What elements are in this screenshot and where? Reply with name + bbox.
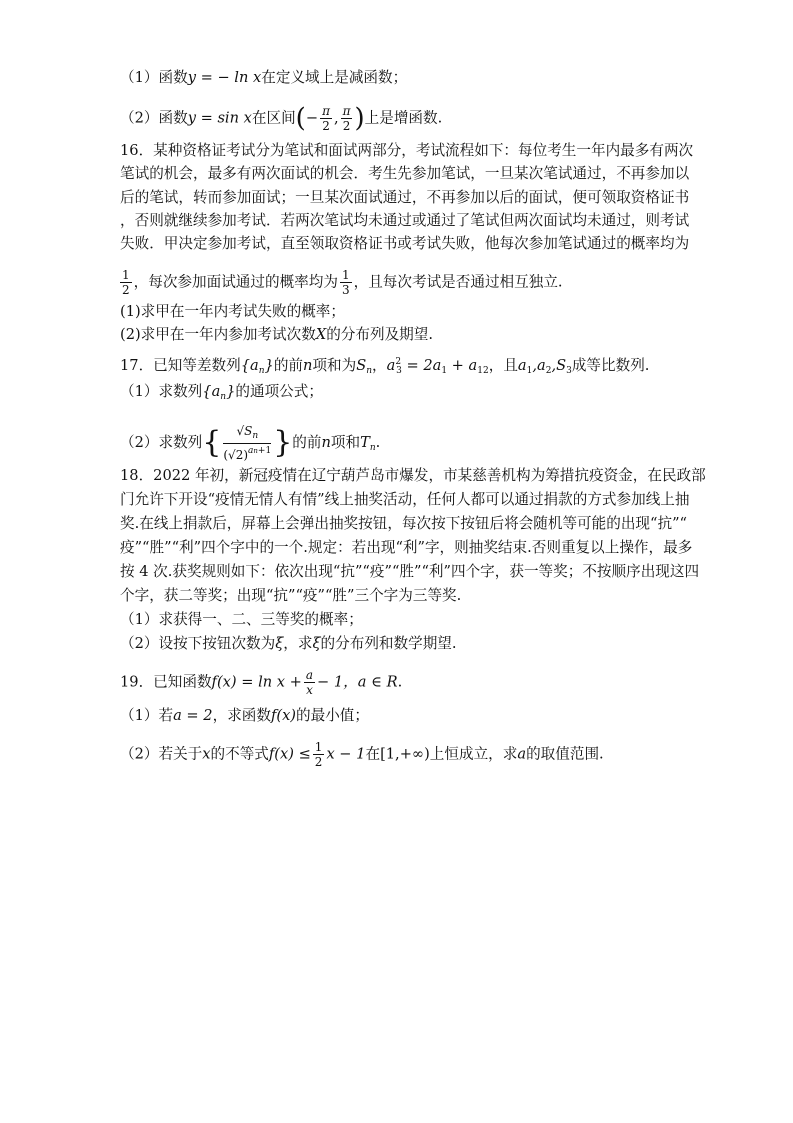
denominator: 2	[122, 283, 130, 297]
interval-open-paren: (	[295, 103, 306, 134]
subscript: 1	[526, 366, 533, 376]
numerator: π	[342, 104, 351, 118]
set-open-brace: {	[202, 425, 222, 460]
q15-part2	[120, 104, 442, 133]
superscript: 2	[395, 357, 402, 367]
q19-sub2	[120, 740, 604, 769]
variable: n	[321, 434, 331, 451]
variable: ξ	[312, 635, 321, 652]
text: ，求	[283, 635, 313, 652]
text: (2)求甲在一年内参加考试次数	[120, 326, 316, 343]
part-label: （1）	[120, 707, 159, 724]
q18-line3: 奖.在线上捐款后，屏幕上会弹出抽奖按钮，每次按下按钮后将会随机等可能的出现“抗”“	[120, 515, 687, 532]
q16-sub1: (1)求甲在一年内考试失败的概率；	[120, 303, 345, 320]
formula: = 2a	[401, 357, 442, 374]
subscript: 2	[545, 366, 552, 376]
part-label: （1）	[120, 383, 159, 400]
formula: f(x)	[270, 707, 297, 724]
text: 的分布列及期望.	[326, 326, 433, 343]
fraction-a-over-x	[304, 668, 315, 697]
q19-line1	[120, 668, 402, 697]
text: 上恒成立，求	[429, 745, 518, 763]
formula: − 1，	[317, 673, 358, 691]
variable: a	[517, 745, 527, 763]
text: 项和为	[312, 357, 357, 374]
numerator: 1	[314, 740, 323, 754]
numerator: 1	[341, 268, 350, 282]
fraction-pi-over-2	[341, 104, 353, 133]
superscript: n	[253, 447, 258, 455]
q17-line1	[120, 352, 649, 381]
text: 若关于	[158, 745, 203, 763]
brace: }	[264, 357, 274, 374]
q16-line4: ，否则就继续参加考试．若两次笔试均未通过或通过了笔试但两次面试均未通过，则考试	[120, 212, 690, 229]
text: 在定义域上是减函数；	[261, 69, 408, 86]
q17-sub1	[120, 382, 323, 407]
sequence: {a	[202, 383, 221, 400]
part-label: （2）	[120, 745, 159, 763]
subscript: n	[369, 443, 376, 453]
text: 项和	[330, 434, 361, 451]
fraction-one-half	[313, 740, 325, 769]
numerator: √S	[236, 424, 253, 438]
subscript: 3	[566, 366, 572, 376]
formula: a	[386, 357, 396, 374]
interval: [1,+∞)	[380, 745, 430, 763]
text: 若	[158, 707, 174, 724]
q18-line2: 门允许下开设“疫情无情人有情”线上抽奖活动，任何人都可以通过捐款的方式参加线上抽	[120, 491, 690, 508]
minus-sign: −	[305, 109, 319, 127]
q15-part1	[120, 68, 407, 88]
formula: ,a	[532, 357, 546, 374]
formula: y = − ln x	[187, 69, 262, 86]
interval-close-paren: )	[354, 103, 365, 134]
formula: y = sin x	[187, 109, 252, 127]
fraction-sqrtSn-over-power	[223, 424, 271, 462]
sequence: {a	[240, 357, 259, 374]
text: ，	[372, 357, 387, 374]
comma: ,	[333, 109, 339, 127]
text: 函数	[158, 69, 188, 86]
variable: S	[356, 357, 367, 374]
text: ，求函数	[212, 707, 271, 724]
text: 成等比数列.	[571, 357, 650, 374]
numerator: a	[305, 668, 314, 682]
text: ，且	[488, 357, 518, 374]
q18-line1: 18．2022 年初，新冠疫情在辽宁葫芦岛市爆发，市某慈善机构为筹措抗疫资金，在民政部	[120, 467, 706, 484]
text: 的前	[273, 357, 304, 374]
formula: + a	[447, 357, 478, 374]
text: .	[397, 673, 403, 691]
text: 17．已知等差数列	[120, 357, 241, 374]
text: 的分布列和数学期望.	[320, 635, 457, 652]
q16-line5: 失败．甲决定参加考试，直至领取资格证书或考试失败，他每次参加笔试通过的概率均为	[120, 235, 690, 252]
q18-sub1: （1）求获得一、二、三等奖的概率；	[120, 611, 363, 628]
brace: }	[226, 383, 236, 400]
text: 在区间	[251, 109, 296, 127]
set-close-brace: }	[273, 425, 293, 460]
q18-line4: 疫”“胜”“利”四个字中的一个.规定：若出现“利”字，则抽奖结束.否则重复以上操作，最多	[120, 539, 693, 556]
fraction-pi-over-2	[320, 104, 332, 133]
denominator: 3	[341, 283, 350, 297]
text: 的不等式	[210, 745, 269, 763]
q19-sub1	[120, 706, 369, 726]
text: 的通项公式；	[235, 383, 323, 400]
q16-line3: 后的笔试，转而参加面试；一旦某次面试通过，不再参加以后的面试，便可领取资格证书	[120, 189, 690, 206]
denominator: 2	[322, 119, 330, 133]
subscript: n	[220, 392, 227, 402]
subscript: n	[252, 431, 259, 441]
variable: x	[202, 745, 211, 763]
numerator: 1	[122, 268, 130, 282]
q16-sub2	[120, 325, 433, 345]
part-label: （2）	[120, 434, 159, 451]
text: 在	[365, 745, 381, 763]
q16-line2: 笔试的机会，最多有两次面试的机会．考生先参加笔试，一旦某次笔试通过，不再参加以	[120, 165, 690, 182]
text: （2）设按下按钮次数为	[120, 635, 276, 652]
denominator: x	[306, 683, 313, 697]
variable: T	[360, 434, 370, 451]
q18-line5: 按 4 次.获奖规则如下：依次出现“抗”“疫”“胜”“利”四个字，获一等奖；不按顺序出现这四	[120, 563, 700, 580]
variable: n	[303, 357, 313, 374]
subscript: 3	[396, 366, 402, 376]
text: 上是增函数.	[364, 109, 443, 127]
text: 的最小值；	[296, 707, 369, 724]
formula: f(x) ≤	[268, 745, 311, 763]
denominator: 2	[342, 119, 351, 133]
denominator: (√2)	[223, 448, 249, 462]
text: ，每次参加面试通过的概率均为	[133, 273, 338, 291]
text: 求数列	[158, 383, 203, 400]
formula: ,S	[551, 357, 567, 374]
formula: x − 1	[326, 745, 366, 763]
text: 的前	[292, 434, 322, 451]
variable: X	[315, 326, 327, 343]
q17-sub2	[120, 424, 380, 462]
subscript: 1	[441, 366, 448, 376]
part-label: （2）	[120, 109, 159, 127]
formula: a	[517, 357, 527, 374]
fraction-one-half	[120, 268, 132, 297]
q18-sub2	[120, 634, 457, 654]
formula: a = 2	[173, 707, 213, 724]
superscript: a	[248, 446, 254, 456]
part-label: （1）	[120, 69, 159, 86]
numerator: π	[322, 104, 330, 118]
q18-line6: 个字，获二等奖；出现“抗”“疫”“胜”三个字为三等奖.	[120, 587, 462, 604]
text: 19．已知函数	[120, 673, 212, 691]
superscript: +1	[257, 446, 272, 456]
subscript: 12	[477, 366, 489, 376]
text: 的取值范围.	[526, 745, 604, 763]
q16-line1: 16．某种资格证考试分为笔试和面试两部分，考试流程如下：每位考生一年内最多有两次	[120, 142, 694, 159]
fraction-one-third	[340, 268, 352, 297]
denominator: 2	[314, 755, 323, 769]
text: 求数列	[158, 434, 203, 451]
formula: f(x) = ln x +	[211, 673, 302, 691]
formula: a ∈ R	[357, 673, 398, 691]
variable: ξ	[275, 635, 284, 652]
text: 函数	[158, 109, 188, 127]
q16-line6	[118, 268, 563, 297]
subscript: n	[258, 366, 265, 376]
text: .	[375, 434, 381, 451]
text: ，且每次考试是否通过相互独立.	[353, 273, 563, 291]
subscript: n	[366, 366, 373, 376]
